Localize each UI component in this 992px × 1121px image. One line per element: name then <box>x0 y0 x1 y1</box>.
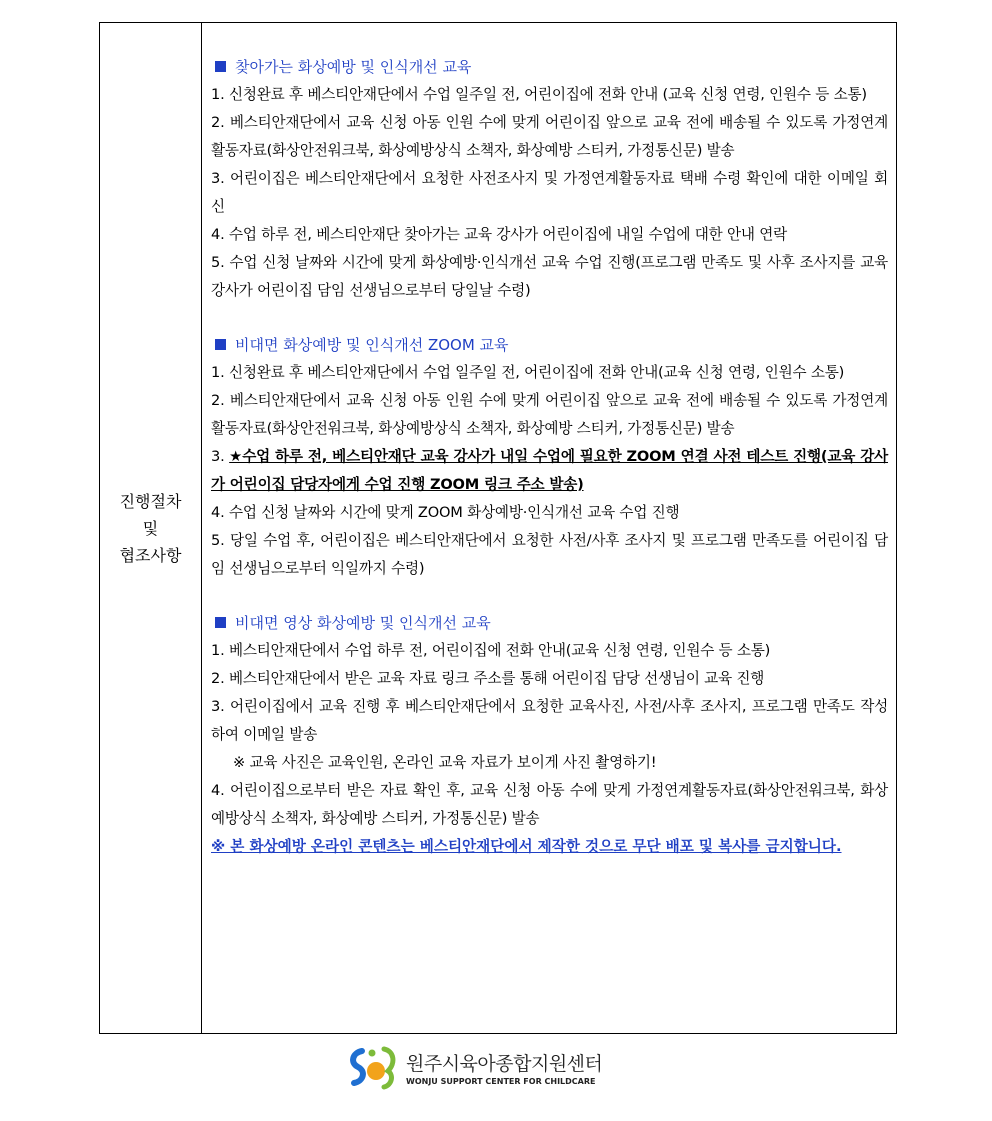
list-item: 2. 베스티안재단에서 교육 신청 아동 인원 수에 맞게 어린이집 앞으로 교육 전에 배송될 수 있도록 가정연계활동자료(화상안전워크북, 화상예방상식 소책자, 화상예방 스티커, 가정통신문) 발송 <box>211 114 888 159</box>
list-item: 4. 어린이집으로부터 받은 자료 확인 후, 교육 신청 아동 수에 맞게 가정연계활동자료(화상안전워크북, 화상 예방상식 소책자, 화상예방 스티커, 가정통신문) 발송 <box>211 782 888 827</box>
section-visiting-education <box>211 53 888 305</box>
square-bullet-icon <box>215 617 226 628</box>
list-item: 2. 베스티안재단에서 받은 교육 자료 링크 주소를 통해 어린이집 담당 선생님이 교육 진행 <box>211 670 765 687</box>
section-zoom-education <box>211 331 888 583</box>
copyright-warning: ※ 본 화상예방 온라인 콘텐츠는 베스티안재단에서 제작한 것으로 무단 배포 및 복사를 금지합니다. <box>211 838 842 855</box>
label-column <box>100 23 202 1033</box>
list-item: 5. 수업 신청 날짜와 시간에 맞게 화상예방·인식개선 교육 수업 진행(프로그램 만족도 및 사후 조사지를 교육 강사가 어린이집 담임 선생님으로부터 당일날 수령) <box>211 254 888 299</box>
list-item: 1. 신청완료 후 베스티안재단에서 수업 일주일 전, 어린이집에 전화 안내 (교육 신청 연령, 인원수 등 소통) <box>211 86 867 103</box>
childcare-center-logo-icon <box>348 1045 400 1091</box>
section-video-education <box>211 609 888 861</box>
footer-logo <box>348 1045 648 1095</box>
list-item: 2. 베스티안재단에서 교육 신청 아동 인원 수에 맞게 어린이집 앞으로 교육 전에 배송될 수 있도록 가정연계활동자료(화상안전워크북, 화상예방상식 소책자, 화상예방 스티커, 가정통신문) 발송 <box>211 392 888 437</box>
content-column <box>202 23 896 1033</box>
list-item: 5. 당일 수업 후, 어린이집은 베스티안재단에서 요청한 사전/사후 조사지 및 프로그램 만족도를 어린이집 담임 선생님으로부터 익일까지 수령) <box>211 532 888 577</box>
org-name: 원주시육아종합지원센터 <box>406 1053 603 1075</box>
list-item: 1. 신청완료 후 베스티안재단에서 수업 일주일 전, 어린이집에 전화 안내(교육 신청 연령, 인원수 소통) <box>211 364 845 381</box>
procedure-table <box>99 22 897 1034</box>
photo-note: ※ 교육 사진은 교육인원, 온라인 교육 자료가 보이게 사진 촬영하기! <box>233 754 657 771</box>
emphasized-text: ★수업 하루 전, 베스티안재단 교육 강사가 내일 수업에 필요한 ZOOM 연결 사전 테스트 진행(교육 강사가 어린이집 담당자에게 수업 진행 ZOOM 링크 주소 발송) <box>211 448 889 493</box>
org-name-en: WONJU SUPPORT CENTER FOR CHILDCARE <box>406 1077 596 1086</box>
section-heading: 찾아가는 화상예방 및 인식개선 교육 <box>211 53 888 81</box>
list-item: 1. 베스티안재단에서 수업 하루 전, 어린이집에 전화 안내(교육 신청 연령, 인원수 등 소통) <box>211 642 771 659</box>
list-item: 3. 어린이집에서 교육 진행 후 베스티안재단에서 요청한 교육사진, 사전/사후 조사지, 프로그램 만족도 작성하여 이메일 발송 <box>211 698 888 743</box>
square-bullet-icon <box>215 61 226 72</box>
list-item: 3. 어린이집은 베스티안재단에서 요청한 사전조사지 및 가정연계활동자료 택배 수령 확인에 대한 이메일 회신 <box>211 170 888 215</box>
section-heading: 비대면 화상예방 및 인식개선 ZOOM 교육 <box>211 331 888 359</box>
section-heading: 비대면 영상 화상예방 및 인식개선 교육 <box>211 609 888 637</box>
square-bullet-icon <box>215 339 226 350</box>
list-item: 4. 수업 신청 날짜와 시간에 맞게 ZOOM 화상예방·인식개선 교육 수업 진행 <box>211 504 680 521</box>
row-label: 진행절차 및 협조사항 <box>119 491 182 565</box>
list-item: 4. 수업 하루 전, 베스티안재단 찾아가는 교육 강사가 어린이집에 내일 수업에 대한 안내 연락 <box>211 226 787 243</box>
list-item: 3. ★수업 하루 전, 베스티안재단 교육 강사가 내일 수업에 필요한 ZOOM 연결 사전 테스트 진행(교육 강사가 어린이집 담당자에게 수업 진행 ZOOM 링크 주소 발송) <box>211 448 889 493</box>
